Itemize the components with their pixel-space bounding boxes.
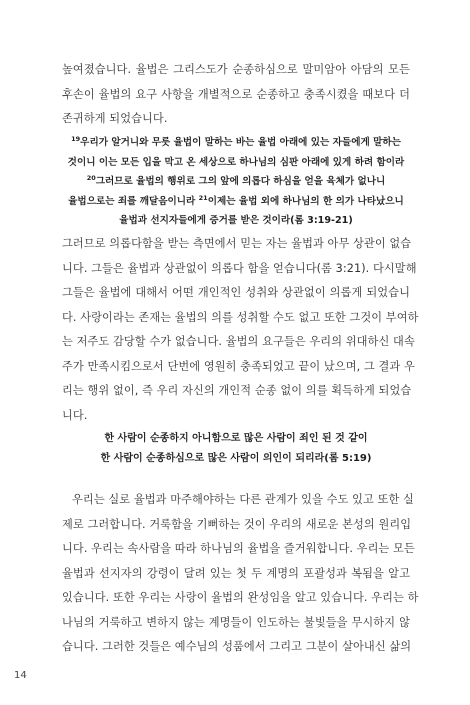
text-line: 그들은 율법에 대해서 어떤 개인적인 성취와 상관없이 의롭게 되었습니 bbox=[62, 286, 410, 299]
quote-line: 율법으로는 죄를 깨달음이니라 $^{21}$이제는 율법 외에 하나님의 한 의가 나타났으니 bbox=[68, 193, 404, 207]
quote-line: 한 사람이 순종하심으로 많은 사람이 의인이 되리라(롬 5:19) bbox=[100, 452, 372, 464]
paragraph-2 bbox=[62, 232, 419, 428]
quote-line: $^{19}$우리가 알거니와 무릇 율법이 말하는 바는 율법 아래에 있는 자들에게 말하는 bbox=[71, 135, 401, 148]
verse-number: 20 bbox=[86, 174, 96, 182]
text-line: 주가 만족시킴으로서 단번에 영원히 충족되었고 끝이 났으며, 그 결과 우 bbox=[62, 359, 415, 373]
scripture-quote-2 bbox=[62, 429, 410, 468]
quote-line: 율법과 선지자들에게 증거를 받은 것이라(롬 3:19-21) bbox=[119, 215, 353, 226]
text-line: 다. 사랑이라는 존재는 율법의 의를 성취할 수도 없고 또한 그것이 부여하 bbox=[62, 310, 419, 324]
paragraph-1 bbox=[62, 58, 410, 132]
quote-line: 것이니 이는 모든 입을 막고 온 세상으로 하나님의 심판 아래에 있게 하려 함이라 bbox=[67, 156, 405, 168]
text-line: 니다. 그들은 율법과 상관없이 의롭다 함을 얻습니다(롬 3:21). 다시말해 bbox=[62, 261, 417, 275]
text-line: 습니다. 그러한 것들은 예수님의 성품에서 그리고 그분이 살아내신 삶의 bbox=[62, 640, 412, 653]
text-line: 리는 행위 없이, 즉 우리 자신의 개인적 순종 없이 의를 획득하게 되었습 bbox=[62, 384, 412, 397]
text-line: 나님의 거룩하고 변하지 않는 계명들이 인도하는 불빛들을 무시하지 않 bbox=[62, 615, 410, 629]
text-line: 높여졌습니다. 율법은 그리스도가 순종하심으로 말미암아 아담의 모든 bbox=[62, 63, 410, 76]
page-number: 14 bbox=[14, 670, 27, 681]
text-line: 제로 그러합니다. 거룩함을 기뻐하는 것이 우리의 새로운 본성의 원리입 bbox=[62, 517, 412, 531]
text-line: 있습니다. 또한 우리는 사랑이 율법의 완성임을 알고 있습니다. 우리는 하 bbox=[62, 591, 419, 604]
verse-number: 19 bbox=[71, 135, 81, 143]
scripture-quote-1 bbox=[62, 133, 410, 231]
verse-number: 21 bbox=[198, 193, 208, 202]
text-line: 는 저주도 감당할 수가 없습니다. 율법의 요구들은 우리의 위대하신 대속 bbox=[62, 335, 415, 348]
paragraph-3 bbox=[62, 488, 419, 660]
quote-line: $^{20}$그러므로 율법의 행위로 그의 앞에 의롭다 하심을 얻을 육체가 없나니 bbox=[86, 174, 386, 187]
text-line: 그러므로 의롭다함을 받는 측면에서 믿는 자는 율법과 아무 상관이 없습 bbox=[62, 237, 412, 250]
text-line: 율법과 선지자의 강령이 달려 있는 첫 두 계명의 포괄성과 복됨을 알고 bbox=[62, 566, 410, 580]
text-line: 후손이 율법의 요구 사항을 개별적으로 순종하고 충족시켰을 때보다 더 bbox=[62, 87, 410, 101]
text-line: 존귀하게 되었습니다. bbox=[62, 112, 168, 125]
quote-line: 한 사람이 순종하지 아니함으로 많은 사람이 죄인 된 것 같이 bbox=[104, 433, 368, 444]
text-line: 니다. 우리는 속사람을 따라 하나님의 율법을 즐거워합니다. 우리는 모든 bbox=[62, 542, 415, 555]
text-line: 우리는 실로 율법과 마주해야하는 다른 관계가 있을 수도 있고 또한 실 bbox=[72, 493, 414, 506]
text-line: 니다. bbox=[62, 408, 88, 422]
